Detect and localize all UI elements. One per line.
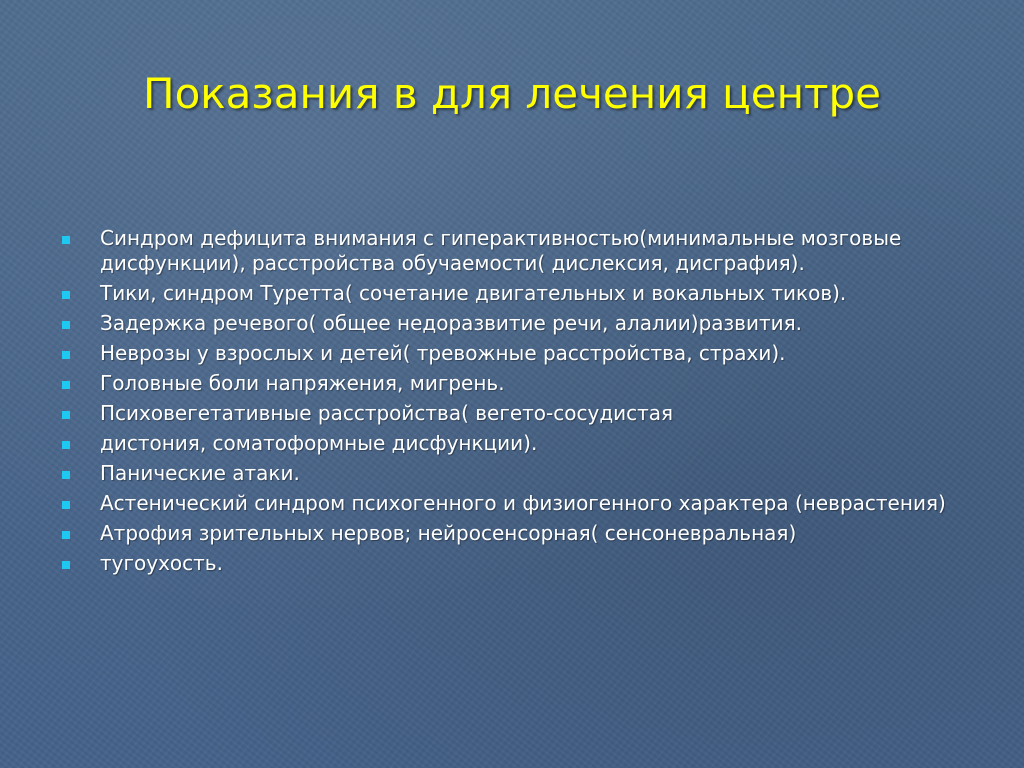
square-bullet-icon: [62, 471, 70, 479]
square-bullet-icon: [62, 236, 70, 244]
list-item-text: тугоухость.: [100, 551, 223, 575]
square-bullet-icon: [62, 351, 70, 359]
list-item-text: Панические атаки.: [100, 461, 300, 485]
list-item-text: Астенический синдром психогенного и физиогенного характера (неврастения): [100, 491, 946, 515]
list-item: [60, 311, 960, 336]
square-bullet-icon: [62, 381, 70, 389]
list-item: [60, 491, 960, 516]
list-item-text: Атрофия зрительных нервов; нейросенсорная( сенсоневральная): [100, 521, 797, 545]
square-bullet-icon: [62, 291, 70, 299]
list-item-text: Тики, синдром Туретта( сочетание двигательных и вокальных тиков).: [100, 281, 847, 305]
list-item: [60, 371, 960, 396]
list-item-text: Психовегетативные расстройства( вегето-сосудистая: [100, 401, 674, 425]
slide-title: Показания в для лечения центре: [143, 69, 881, 118]
bullet-list: [60, 226, 960, 581]
list-item-text: Синдром дефицита внимания с гиперактивностью(минимальные мозговые дисфункции), расстройства обучаемости( дислексия, дисграфия).: [100, 226, 902, 275]
list-item-text: Задержка речевого( общее недоразвитие речи, алалии)развития.: [100, 311, 802, 335]
square-bullet-icon: [62, 561, 70, 569]
list-item-text: дистония, соматоформные дисфункции).: [100, 431, 538, 455]
list-item: [60, 521, 960, 546]
square-bullet-icon: [62, 501, 70, 509]
list-item: [60, 226, 960, 276]
list-item: [60, 341, 960, 366]
square-bullet-icon: [62, 321, 70, 329]
square-bullet-icon: [62, 531, 70, 539]
list-item: [60, 281, 960, 306]
list-item: [60, 401, 960, 426]
square-bullet-icon: [62, 441, 70, 449]
list-item-text: Неврозы у взрослых и детей( тревожные расстройства, страхи).: [100, 341, 786, 365]
list-item: [60, 431, 960, 456]
square-bullet-icon: [62, 411, 70, 419]
list-item: [60, 461, 960, 486]
list-item: [60, 551, 960, 576]
list-item-text: Головные боли напряжения, мигрень.: [100, 371, 505, 395]
